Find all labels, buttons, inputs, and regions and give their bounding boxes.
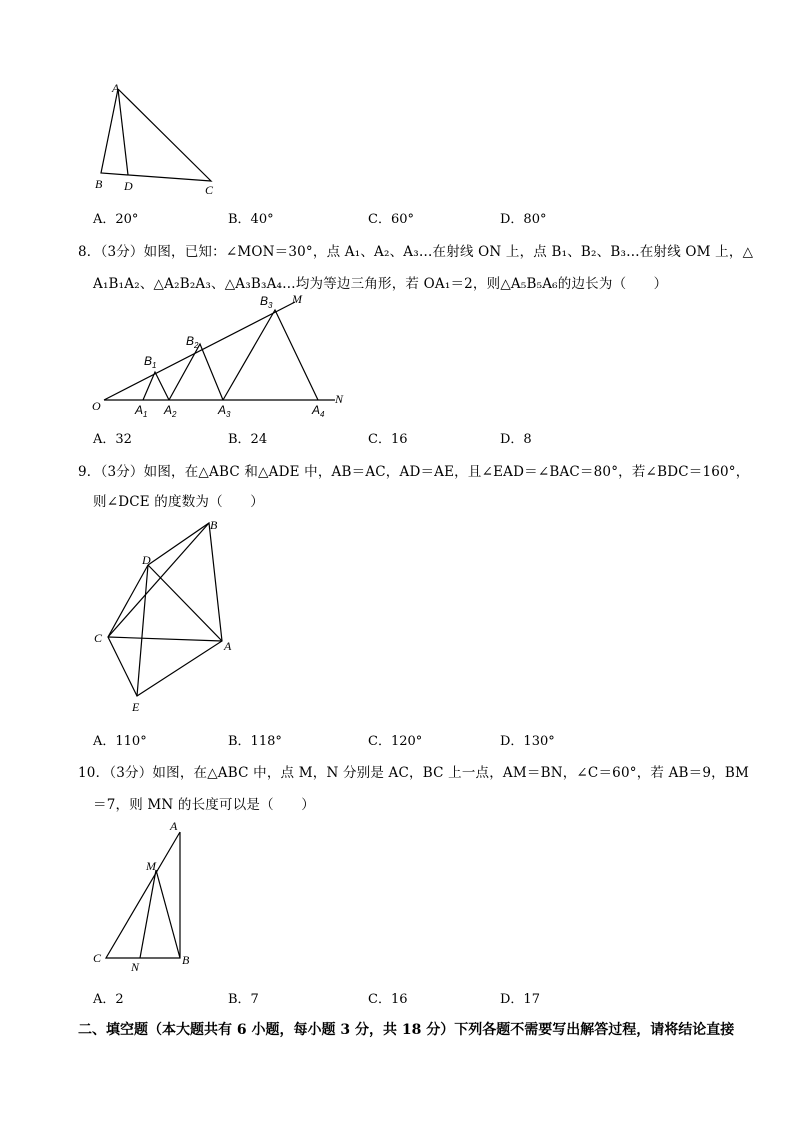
q7-label-b: B xyxy=(95,177,103,191)
q10-label-n: N xyxy=(131,960,140,974)
q9-option-b[interactable]: B．118° xyxy=(228,734,282,749)
q9-segment-ca xyxy=(108,637,222,641)
q10-question-line2: ＝7，则 MN 的长度可以是（ ） xyxy=(93,797,315,813)
q10-question-line1: 10．（3分）如图，在△ABC 中，点 M，N 分别是 AC，BC 上一点，AM＝BN，∠C＝60°，若 AB＝9，BM xyxy=(78,765,749,781)
q10-option-d[interactable]: D．17 xyxy=(500,992,540,1007)
q10-label-m: M xyxy=(146,859,156,873)
q8-option-b[interactable]: B．24 xyxy=(228,432,268,447)
section-fill-blank-heading: 二、填空题（本大题共有 6 小题，每小题 3 分，共 18 分）下列各题不需要写出解答过程，请将结论直接 xyxy=(78,1022,735,1038)
q9-label-d: D xyxy=(142,553,151,567)
q10-option-b[interactable]: B．7 xyxy=(228,992,259,1007)
q7-triangle-outline xyxy=(101,89,211,181)
q8-option-d[interactable]: D．8 xyxy=(500,432,532,447)
q7-triangle-figure xyxy=(90,80,230,200)
q8-label-m: M xyxy=(292,292,302,306)
q8-label-b1: $B_1$ xyxy=(144,354,157,370)
q8-label-b2: $B_2$ xyxy=(186,334,199,350)
q10-label-b: B xyxy=(182,953,190,967)
q9-quad-outline xyxy=(108,523,222,696)
q7-option-c[interactable]: C．60° xyxy=(368,212,414,227)
q9-label-a: A xyxy=(224,639,232,653)
q8-triangle-2 xyxy=(169,344,223,400)
q8-label-b3: $B_3$ xyxy=(260,294,273,310)
q7-label-c: C xyxy=(205,183,214,197)
q8-label-a4: $A_4$ xyxy=(312,403,325,419)
q9-option-a[interactable]: A．110° xyxy=(93,734,147,749)
q9-question-line1: 9．（3分）如图，在△ABC 和△ADE 中，AB＝AC，AD＝AE，且∠EAD＝∠BAC＝80°，若∠BDC＝160°， xyxy=(78,464,750,480)
q10-label-c: C xyxy=(93,951,102,965)
q8-option-c[interactable]: C．16 xyxy=(368,432,408,447)
q9-triangles-figure xyxy=(90,515,250,715)
q8-triangle-3 xyxy=(223,310,318,400)
q10-option-a[interactable]: A．2 xyxy=(93,992,124,1007)
q9-segment-de xyxy=(137,565,148,696)
q7-option-a[interactable]: A．20° xyxy=(93,212,139,227)
q8-label-a1: $A_1$ xyxy=(135,403,148,419)
q8-label-o: O xyxy=(92,399,101,413)
q7-label-d: D xyxy=(124,179,133,193)
q9-segment-da xyxy=(148,565,222,641)
q10-option-c[interactable]: C．16 xyxy=(368,992,408,1007)
q8-triangle-1 xyxy=(143,372,169,400)
q8-label-n: N xyxy=(335,392,344,406)
q7-segment-ad xyxy=(118,89,128,175)
q9-label-c: C xyxy=(94,631,103,645)
q10-triangle-figure xyxy=(90,818,210,978)
q8-question-line1: 8．（3分）如图，已知：∠MON＝30°，点 A₁、A₂、A₃…在射线 ON 上，点 B₁、B₂、B₃…在射线 OM 上，△ xyxy=(78,244,754,260)
q8-label-a3: $A_3$ xyxy=(218,403,231,419)
q7-option-b[interactable]: B．40° xyxy=(228,212,274,227)
q7-option-d[interactable]: D．80° xyxy=(500,212,547,227)
q8-label-a2: $A_2$ xyxy=(164,403,177,419)
q8-ray-om xyxy=(104,302,295,400)
q9-label-b: B xyxy=(210,518,218,532)
q7-label-a: A xyxy=(112,81,120,95)
q9-option-c[interactable]: C．120° xyxy=(368,734,423,749)
q9-label-e: E xyxy=(132,700,140,714)
q8-question-line2: A₁B₁A₂、△A₂B₂A₃、△A₃B₃A₄…均为等边三角形，若 OA₁＝2，则△A₅B₅A₆的边长为（ ） xyxy=(93,276,668,292)
q9-segment-bc xyxy=(108,523,209,637)
q9-option-d[interactable]: D．130° xyxy=(500,734,555,749)
q9-question-line2: 则∠DCE 的度数为（ ） xyxy=(93,494,264,510)
q10-label-a: A xyxy=(170,819,178,833)
q8-option-a[interactable]: A．32 xyxy=(93,432,132,447)
q10-segment-mn xyxy=(140,870,156,958)
q10-segment-mb xyxy=(156,870,180,958)
q8-equilateral-chain-figure xyxy=(90,290,360,425)
